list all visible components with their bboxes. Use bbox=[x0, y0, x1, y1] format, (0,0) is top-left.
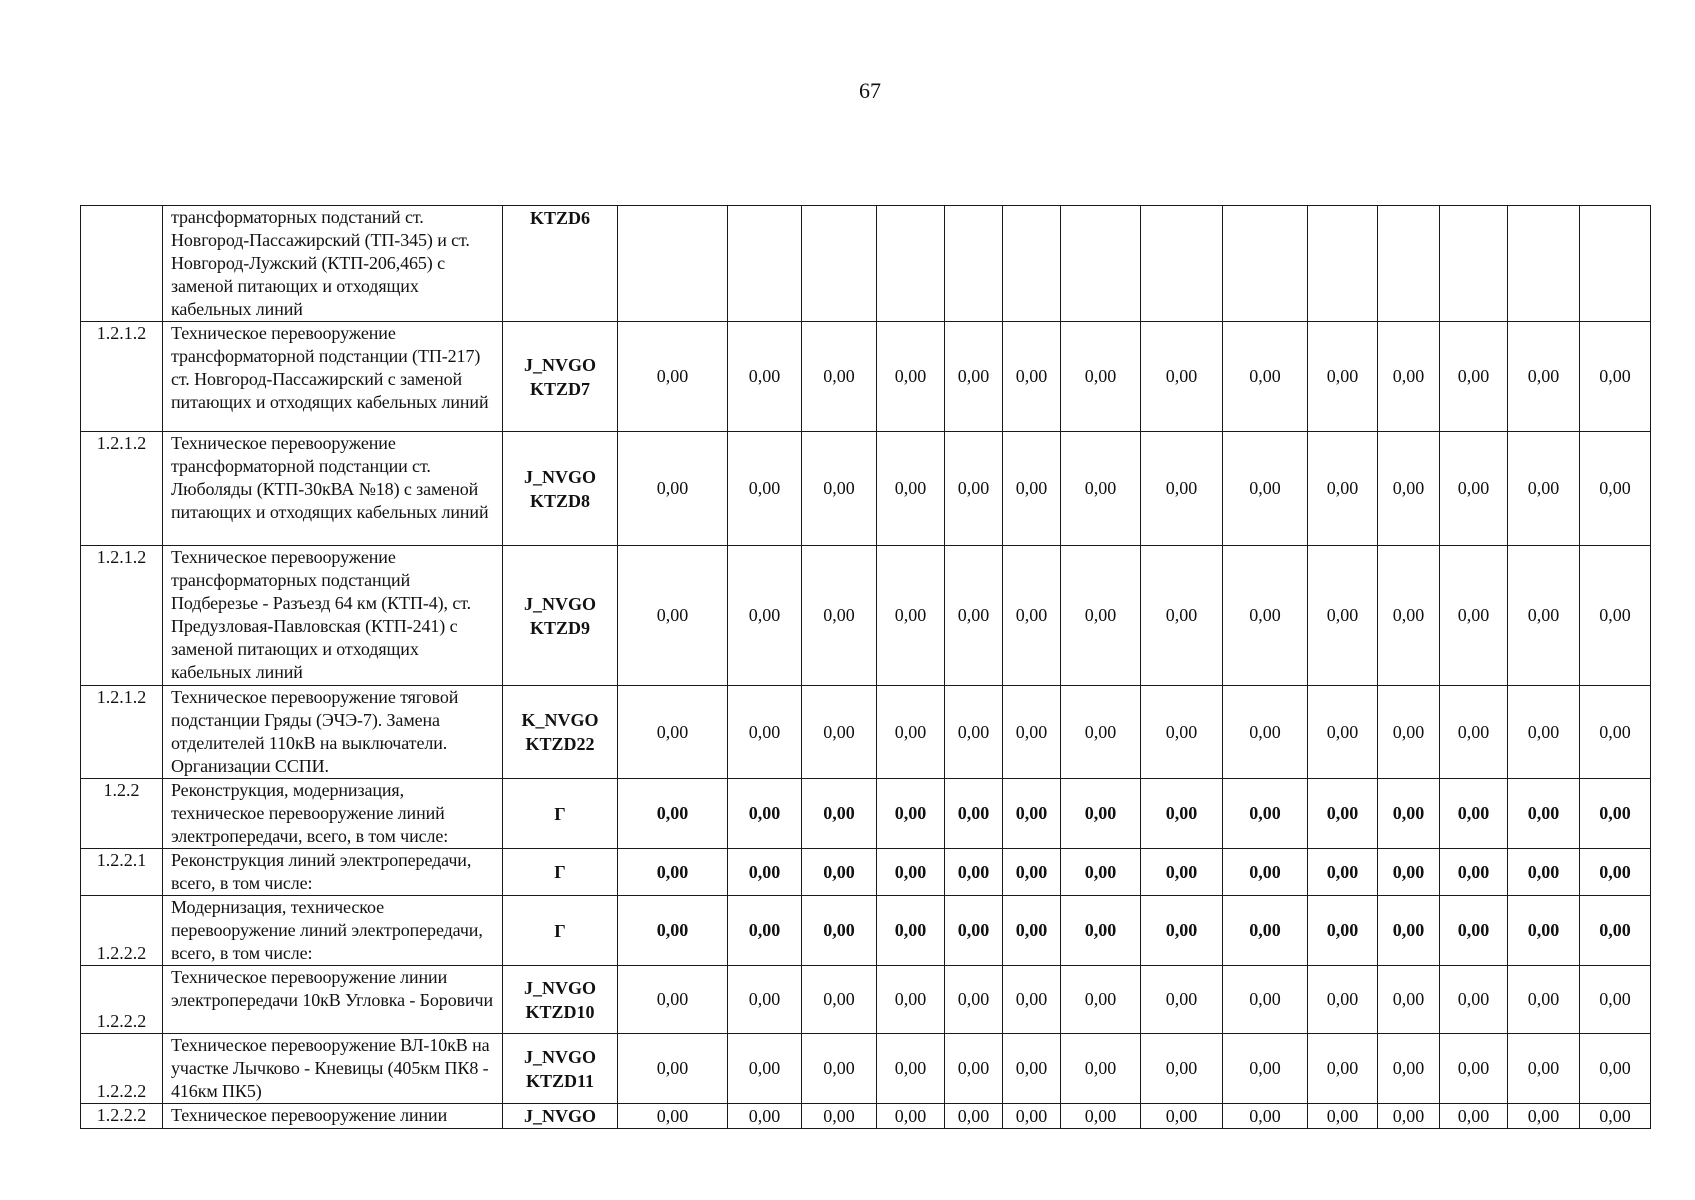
value-cell: 0,00 bbox=[728, 432, 802, 546]
value-cell bbox=[1141, 206, 1223, 322]
value-cell: 0,00 bbox=[1440, 686, 1508, 779]
value-cell: 0,00 bbox=[877, 896, 945, 966]
value-cell bbox=[1003, 206, 1061, 322]
row-code-line-2: KTZD9 bbox=[529, 617, 590, 638]
row-code bbox=[503, 206, 618, 322]
value-cell: 0,00 bbox=[1440, 546, 1508, 686]
value-cell: 0,00 bbox=[618, 1034, 728, 1104]
value-cell: 0,00 bbox=[802, 896, 877, 966]
value-cell: 0,00 bbox=[1061, 1104, 1141, 1129]
table-row bbox=[81, 896, 1651, 966]
value-cell: 0,00 bbox=[1223, 1104, 1308, 1129]
value-cell: 0,00 bbox=[877, 432, 945, 546]
value-cell: 0,00 bbox=[945, 896, 1003, 966]
value-cell: 0,00 bbox=[1440, 966, 1508, 1034]
row-code bbox=[503, 849, 618, 896]
value-cell: 0,00 bbox=[1003, 896, 1061, 966]
row-code-line-1: J_NVGO bbox=[524, 593, 596, 614]
value-cell: 0,00 bbox=[1308, 1104, 1378, 1129]
value-cell: 0,00 bbox=[618, 896, 728, 966]
value-cell: 0,00 bbox=[1440, 1034, 1508, 1104]
table-row bbox=[81, 779, 1651, 849]
row-number: 1.2.1.2 bbox=[81, 546, 163, 686]
value-cell: 0,00 bbox=[1440, 1104, 1508, 1129]
value-cell: 0,00 bbox=[1308, 1034, 1378, 1104]
value-cell: 0,00 bbox=[877, 546, 945, 686]
value-cell: 0,00 bbox=[877, 849, 945, 896]
value-cell: 0,00 bbox=[728, 849, 802, 896]
row-code-line-2: KTZD8 bbox=[529, 490, 590, 511]
row-number: 1.2.1.2 bbox=[81, 432, 163, 546]
row-code-line-1: J_NVGO bbox=[524, 466, 596, 487]
value-cell: 0,00 bbox=[618, 322, 728, 432]
value-cell: 0,00 bbox=[1580, 432, 1651, 546]
row-code-line-1: J_NVGO bbox=[524, 354, 596, 375]
value-cell: 0,00 bbox=[1141, 896, 1223, 966]
value-cell: 0,00 bbox=[945, 1034, 1003, 1104]
investment-table bbox=[80, 205, 1651, 1129]
row-description: трансформаторных подстаний ст. Новгород-Пассажирский (ТП-345) и ст. Новгород-Лужский (КТП-206,465) с заменой питающих и отходящих кабельных линий bbox=[163, 206, 503, 322]
value-cell: 0,00 bbox=[1440, 432, 1508, 546]
value-cell: 0,00 bbox=[1003, 1034, 1061, 1104]
value-cell: 0,00 bbox=[1580, 966, 1651, 1034]
value-cell: 0,00 bbox=[1378, 686, 1440, 779]
value-cell: 0,00 bbox=[1508, 966, 1580, 1034]
value-cell: 0,00 bbox=[1378, 779, 1440, 849]
row-number: 1.2.2 bbox=[81, 779, 163, 849]
row-code-line-2: KTZD22 bbox=[525, 734, 595, 754]
value-cell: 0,00 bbox=[1003, 322, 1061, 432]
value-cell: 0,00 bbox=[1440, 779, 1508, 849]
table-row bbox=[81, 849, 1651, 896]
table-row bbox=[81, 966, 1651, 1034]
value-cell: 0,00 bbox=[945, 779, 1003, 849]
value-cell: 0,00 bbox=[1508, 1104, 1580, 1129]
value-cell: 0,00 bbox=[618, 966, 728, 1034]
value-cell: 0,00 bbox=[1061, 779, 1141, 849]
value-cell: 0,00 bbox=[1308, 779, 1378, 849]
value-cell: 0,00 bbox=[1141, 432, 1223, 546]
value-cell: 0,00 bbox=[945, 432, 1003, 546]
row-code-line-1: J_NVGO bbox=[524, 1106, 596, 1126]
row-description: Техническое перевооружение трансформаторных подстанций Подберезье - Разъезд 64 км (КТП-4), ст. Предузловая-Павловская (КТП-241) с заменой питающих и отходящих кабельных линий bbox=[163, 546, 503, 686]
value-cell: 0,00 bbox=[1061, 1034, 1141, 1104]
value-cell: 0,00 bbox=[618, 686, 728, 779]
value-cell: 0,00 bbox=[1141, 322, 1223, 432]
value-cell: 0,00 bbox=[1061, 546, 1141, 686]
value-cell: 0,00 bbox=[1508, 779, 1580, 849]
value-cell: 0,00 bbox=[1580, 849, 1651, 896]
value-cell: 0,00 bbox=[945, 1104, 1003, 1129]
value-cell: 0,00 bbox=[728, 1104, 802, 1129]
value-cell: 0,00 bbox=[618, 432, 728, 546]
value-cell: 0,00 bbox=[945, 322, 1003, 432]
value-cell: 0,00 bbox=[1580, 1034, 1651, 1104]
value-cell: 0,00 bbox=[945, 849, 1003, 896]
value-cell: 0,00 bbox=[1308, 966, 1378, 1034]
value-cell: 0,00 bbox=[1440, 849, 1508, 896]
value-cell: 0,00 bbox=[728, 966, 802, 1034]
table-row bbox=[81, 432, 1651, 546]
table-row bbox=[81, 1034, 1651, 1104]
value-cell: 0,00 bbox=[1003, 849, 1061, 896]
value-cell: 0,00 bbox=[1308, 432, 1378, 546]
row-code bbox=[503, 432, 618, 546]
value-cell: 0,00 bbox=[1141, 849, 1223, 896]
value-cell: 0,00 bbox=[877, 322, 945, 432]
value-cell: 0,00 bbox=[728, 686, 802, 779]
value-cell: 0,00 bbox=[802, 686, 877, 779]
value-cell bbox=[1223, 206, 1308, 322]
value-cell: 0,00 bbox=[1141, 686, 1223, 779]
value-cell: 0,00 bbox=[728, 779, 802, 849]
value-cell: 0,00 bbox=[1378, 322, 1440, 432]
value-cell: 0,00 bbox=[1003, 432, 1061, 546]
value-cell: 0,00 bbox=[1440, 896, 1508, 966]
row-code bbox=[503, 546, 618, 686]
value-cell: 0,00 bbox=[1061, 966, 1141, 1034]
value-cell: 0,00 bbox=[618, 1104, 728, 1129]
value-cell: 0,00 bbox=[618, 546, 728, 686]
value-cell: 0,00 bbox=[1508, 1034, 1580, 1104]
row-code bbox=[503, 1034, 618, 1104]
value-cell: 0,00 bbox=[1378, 432, 1440, 546]
value-cell: 0,00 bbox=[802, 966, 877, 1034]
row-code-line-2: KTZD7 bbox=[529, 378, 590, 399]
value-cell: 0,00 bbox=[1378, 849, 1440, 896]
row-description: Техническое перевооружение тяговой подстанции Гряды (ЭЧЭ-7). Замена отделителей 110кВ на выключатели. Организации ССПИ. bbox=[163, 686, 503, 779]
value-cell: 0,00 bbox=[1003, 546, 1061, 686]
row-code bbox=[503, 966, 618, 1034]
row-code-line-1: Г bbox=[554, 862, 566, 882]
value-cell: 0,00 bbox=[1508, 322, 1580, 432]
row-description: Реконструкция, модернизация, техническое перевооружение линий электропередачи, всего, в том числе: bbox=[163, 779, 503, 849]
value-cell: 0,00 bbox=[802, 322, 877, 432]
value-cell bbox=[1061, 206, 1141, 322]
value-cell: 0,00 bbox=[945, 686, 1003, 779]
value-cell: 0,00 bbox=[1223, 322, 1308, 432]
row-code-line-2: KTZD11 bbox=[525, 1070, 595, 1091]
row-description: Техническое перевооружение линии электропередачи 10кВ Угловка - Боровичи bbox=[163, 966, 503, 1034]
value-cell bbox=[618, 206, 728, 322]
value-cell: 0,00 bbox=[1223, 896, 1308, 966]
value-cell bbox=[1378, 206, 1440, 322]
value-cell: 0,00 bbox=[1308, 849, 1378, 896]
value-cell: 0,00 bbox=[1378, 966, 1440, 1034]
value-cell: 0,00 bbox=[618, 849, 728, 896]
row-description: Техническое перевооружение трансформаторной подстанции ст. Люболяды (КТП-30кВА №18) с заменой питающих и отходящих кабельных линий bbox=[163, 432, 503, 546]
value-cell: 0,00 bbox=[1141, 546, 1223, 686]
value-cell bbox=[1580, 206, 1651, 322]
value-cell bbox=[802, 206, 877, 322]
row-code-line-1: J_NVGO bbox=[524, 1046, 596, 1067]
row-code-line-1: Г bbox=[554, 920, 566, 941]
value-cell: 0,00 bbox=[1223, 686, 1308, 779]
table-row bbox=[81, 322, 1651, 432]
value-cell: 0,00 bbox=[1141, 779, 1223, 849]
value-cell: 0,00 bbox=[877, 1034, 945, 1104]
value-cell: 0,00 bbox=[802, 432, 877, 546]
value-cell bbox=[728, 206, 802, 322]
value-cell: 0,00 bbox=[1308, 322, 1378, 432]
value-cell: 0,00 bbox=[618, 779, 728, 849]
value-cell: 0,00 bbox=[1061, 849, 1141, 896]
row-number: 1.2.2.2 bbox=[81, 1104, 163, 1129]
row-code-line-1: Г bbox=[554, 803, 566, 824]
value-cell: 0,00 bbox=[877, 686, 945, 779]
value-cell: 0,00 bbox=[877, 779, 945, 849]
row-number: 1.2.2.2 bbox=[81, 896, 163, 966]
value-cell: 0,00 bbox=[877, 1104, 945, 1129]
row-code-line-1: KTZD6 bbox=[529, 208, 590, 228]
value-cell: 0,00 bbox=[1580, 1104, 1651, 1129]
value-cell: 0,00 bbox=[945, 546, 1003, 686]
value-cell: 0,00 bbox=[1141, 966, 1223, 1034]
value-cell: 0,00 bbox=[802, 849, 877, 896]
value-cell bbox=[1440, 206, 1508, 322]
value-cell: 0,00 bbox=[802, 779, 877, 849]
value-cell: 0,00 bbox=[1061, 896, 1141, 966]
value-cell: 0,00 bbox=[1580, 686, 1651, 779]
table-row bbox=[81, 686, 1651, 779]
value-cell: 0,00 bbox=[1378, 546, 1440, 686]
page-number: 67 bbox=[859, 78, 881, 103]
row-number: 1.2.1.2 bbox=[81, 686, 163, 779]
row-description: Техническое перевооружение трансформаторной подстанции (ТП-217) ст. Новгород-Пассажирский с заменой питающих и отходящих кабельных линий bbox=[163, 322, 503, 432]
row-code bbox=[503, 779, 618, 849]
value-cell: 0,00 bbox=[1308, 546, 1378, 686]
value-cell: 0,00 bbox=[1223, 1034, 1308, 1104]
table-row bbox=[81, 1104, 1651, 1129]
table-row bbox=[81, 546, 1651, 686]
value-cell: 0,00 bbox=[1223, 849, 1308, 896]
value-cell: 0,00 bbox=[945, 966, 1003, 1034]
value-cell: 0,00 bbox=[1308, 686, 1378, 779]
value-cell: 0,00 bbox=[802, 1104, 877, 1129]
value-cell: 0,00 bbox=[1061, 432, 1141, 546]
value-cell: 0,00 bbox=[728, 546, 802, 686]
row-number: 1.2.1.2 bbox=[81, 322, 163, 432]
value-cell: 0,00 bbox=[1378, 896, 1440, 966]
row-number: 1.2.2.2 bbox=[81, 966, 163, 1034]
value-cell: 0,00 bbox=[1508, 432, 1580, 546]
row-code bbox=[503, 322, 618, 432]
value-cell: 0,00 bbox=[1061, 686, 1141, 779]
value-cell: 0,00 bbox=[728, 1034, 802, 1104]
value-cell: 0,00 bbox=[1440, 322, 1508, 432]
value-cell: 0,00 bbox=[1378, 1034, 1440, 1104]
value-cell: 0,00 bbox=[1141, 1034, 1223, 1104]
value-cell: 0,00 bbox=[1580, 546, 1651, 686]
value-cell: 0,00 bbox=[1580, 322, 1651, 432]
row-description: Техническое перевооружение линии bbox=[163, 1104, 503, 1129]
value-cell: 0,00 bbox=[1508, 686, 1580, 779]
value-cell: 0,00 bbox=[802, 546, 877, 686]
row-description: Техническое перевооружение ВЛ-10кВ на участке Лычково - Кневицы (405км ПК8 - 416км ПК5) bbox=[163, 1034, 503, 1104]
row-code bbox=[503, 686, 618, 779]
value-cell: 0,00 bbox=[1308, 896, 1378, 966]
value-cell: 0,00 bbox=[877, 966, 945, 1034]
value-cell: 0,00 bbox=[802, 1034, 877, 1104]
value-cell: 0,00 bbox=[1003, 1104, 1061, 1129]
value-cell: 0,00 bbox=[728, 322, 802, 432]
value-cell: 0,00 bbox=[1223, 779, 1308, 849]
value-cell: 0,00 bbox=[1223, 432, 1308, 546]
value-cell: 0,00 bbox=[728, 896, 802, 966]
value-cell: 0,00 bbox=[1141, 1104, 1223, 1129]
value-cell: 0,00 bbox=[1223, 546, 1308, 686]
row-code bbox=[503, 1104, 618, 1129]
value-cell bbox=[1508, 206, 1580, 322]
row-code bbox=[503, 896, 618, 966]
value-cell: 0,00 bbox=[1508, 546, 1580, 686]
row-code-line-1: J_NVGO bbox=[524, 977, 596, 998]
value-cell: 0,00 bbox=[1508, 896, 1580, 966]
row-description: Реконструкция линий электропередачи, всего, в том числе: bbox=[163, 849, 503, 896]
row-number: 1.2.2.1 bbox=[81, 849, 163, 896]
value-cell: 0,00 bbox=[1003, 686, 1061, 779]
row-number bbox=[81, 206, 163, 322]
row-code-line-2: KTZD10 bbox=[525, 1001, 595, 1022]
value-cell: 0,00 bbox=[1580, 779, 1651, 849]
value-cell: 0,00 bbox=[1003, 966, 1061, 1034]
value-cell: 0,00 bbox=[1003, 779, 1061, 849]
row-description: Модернизация, техническое перевооружение линий электропередачи, всего, в том числе: bbox=[163, 896, 503, 966]
value-cell: 0,00 bbox=[1508, 849, 1580, 896]
value-cell: 0,00 bbox=[1061, 322, 1141, 432]
table-row bbox=[81, 206, 1651, 322]
value-cell: 0,00 bbox=[1378, 1104, 1440, 1129]
row-code-line-1: K_NVGO bbox=[521, 710, 599, 730]
row-number: 1.2.2.2 bbox=[81, 1034, 163, 1104]
value-cell: 0,00 bbox=[1580, 896, 1651, 966]
value-cell bbox=[945, 206, 1003, 322]
value-cell bbox=[877, 206, 945, 322]
value-cell: 0,00 bbox=[1223, 966, 1308, 1034]
value-cell bbox=[1308, 206, 1378, 322]
